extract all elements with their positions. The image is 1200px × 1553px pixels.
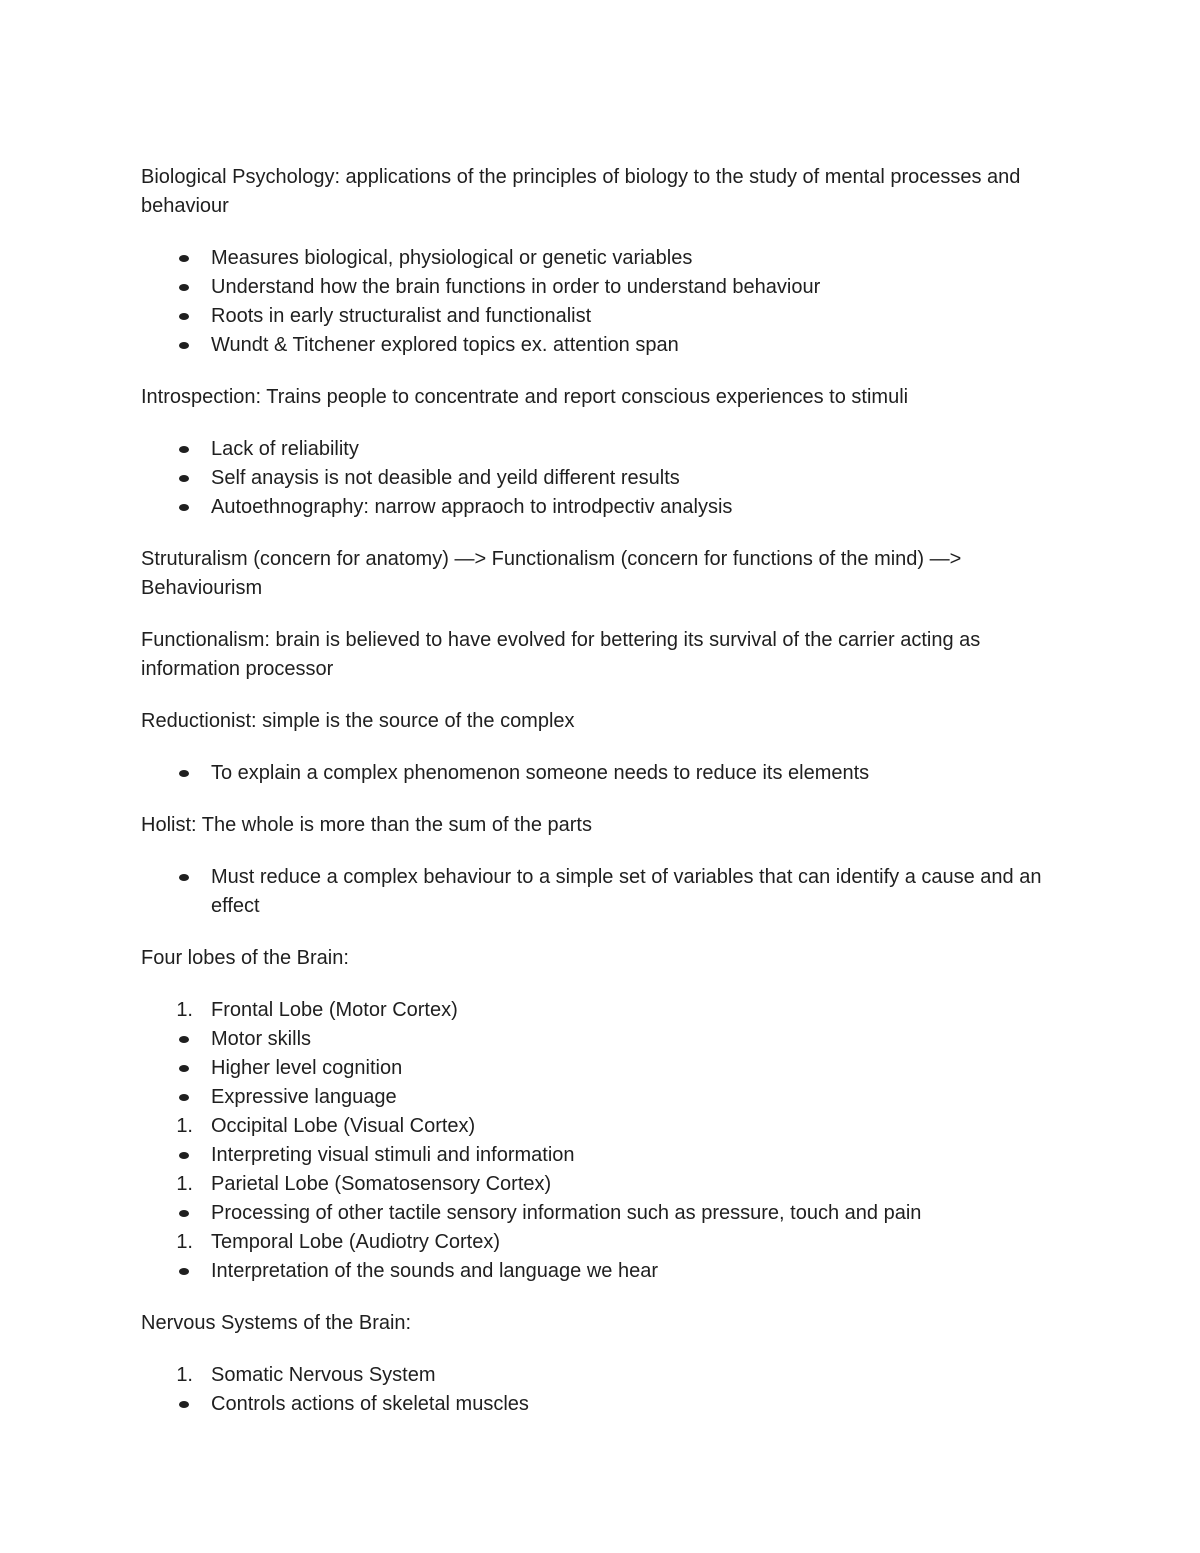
bullet-list-item [141, 273, 1056, 302]
bullet-icon [141, 1025, 203, 1054]
list-number: 1. [176, 1173, 193, 1195]
list-number: 1. [176, 1364, 193, 1386]
bullet-list-item [141, 1257, 1056, 1286]
list-item-text: Roots in early structuralist and functionalist [211, 305, 592, 327]
bullet-list-item [141, 1083, 1056, 1112]
bullet-list-item [141, 464, 1056, 493]
list-item-text: Measures biological, physiological or genetic variables [211, 247, 693, 269]
bullet-list-item [141, 244, 1056, 273]
list-item-text: Controls actions of skeletal muscles [211, 1393, 529, 1415]
list-item-text: Must reduce a complex behaviour to a simple set of variables that can identify a cause and an effect [211, 866, 1042, 917]
list-item-text: Autoethnography: narrow appraoch to introdpectiv analysis [211, 496, 733, 518]
bullet-list-item [141, 1141, 1056, 1170]
bullet-icon [141, 244, 203, 273]
bullet-icon [141, 302, 203, 331]
bullet-icon [141, 273, 203, 302]
bullet-icon [141, 493, 203, 522]
list-item-text: Wundt & Titchener explored topics ex. attention span [211, 334, 679, 356]
numbered-list-item [141, 1170, 1056, 1199]
bullet-icon [141, 1257, 203, 1286]
bullet-list-item [141, 435, 1056, 464]
bullet-list-item [141, 1199, 1056, 1228]
list-item-text: Processing of other tactile sensory information such as pressure, touch and pain [211, 1202, 922, 1224]
bullet-list-item [141, 493, 1056, 522]
bullet-icon [141, 1141, 203, 1170]
numbered-list-item [141, 1228, 1056, 1257]
paragraph: Biological Psychology: applications of the principles of biology to the study of mental processes and behaviour [141, 166, 1021, 217]
bullet-icon [141, 464, 203, 493]
list-item-text: Occipital Lobe (Visual Cortex) [211, 1115, 476, 1137]
paragraph: Holist: The whole is more than the sum of the parts [141, 814, 592, 836]
list-item-text: Interpreting visual stimuli and information [211, 1144, 575, 1166]
list-item-text: Expressive language [211, 1086, 397, 1108]
list-item-text: Lack of reliability [211, 438, 359, 460]
list [141, 996, 1056, 1286]
list-item-text: Understand how the brain functions in order to understand behaviour [211, 276, 821, 298]
bullet-icon [141, 331, 203, 360]
numbered-list-item [141, 1361, 1056, 1390]
list-item-text: To explain a complex phenomenon someone needs to reduce its elements [211, 762, 870, 784]
numbered-list-item [141, 1112, 1056, 1141]
list [141, 759, 1056, 788]
paragraph: Functionalism: brain is believed to have evolved for bettering its survival of the carrier acting as information processor [141, 629, 981, 680]
bullet-icon [141, 1083, 203, 1112]
bullet-list-item [141, 759, 1056, 788]
list-item-text: Higher level cognition [211, 1057, 403, 1079]
list [141, 1361, 1056, 1419]
list-item-text: Parietal Lobe (Somatosensory Cortex) [211, 1173, 552, 1195]
numbered-list-item [141, 996, 1056, 1025]
list [141, 244, 1056, 360]
list [141, 435, 1056, 522]
bullet-icon [141, 759, 203, 788]
bullet-list-item [141, 331, 1056, 360]
bullet-icon [141, 1054, 203, 1083]
bullet-icon [141, 863, 203, 892]
paragraph: Struturalism (concern for anatomy) —> Functionalism (concern for functions of the mind) —> Behaviourism [141, 548, 962, 599]
bullet-icon [141, 1199, 203, 1228]
list-item-text: Somatic Nervous System [211, 1364, 436, 1386]
paragraph: Four lobes of the Brain: [141, 947, 349, 969]
bullet-list-item [141, 1054, 1056, 1083]
list-number: 1. [176, 1115, 193, 1137]
paragraph: Reductionist: simple is the source of the complex [141, 710, 575, 732]
list-number: 1. [176, 1231, 193, 1253]
bullet-icon [141, 435, 203, 464]
list-item-text: Temporal Lobe (Audiotry Cortex) [211, 1231, 501, 1253]
list-item-text: Frontal Lobe (Motor Cortex) [211, 999, 458, 1021]
paragraph: Nervous Systems of the Brain: [141, 1312, 412, 1334]
bullet-list-item [141, 863, 1056, 921]
bullet-list-item [141, 302, 1056, 331]
list-number: 1. [176, 999, 193, 1021]
list [141, 863, 1056, 921]
bullet-list-item [141, 1390, 1056, 1419]
list-item-text: Interpretation of the sounds and language we hear [211, 1260, 658, 1282]
document-body [141, 163, 1056, 1442]
list-item-text: Motor skills [211, 1028, 312, 1050]
paragraph: Introspection: Trains people to concentrate and report conscious experiences to stimuli [141, 386, 909, 408]
bullet-icon [141, 1390, 203, 1419]
bullet-list-item [141, 1025, 1056, 1054]
list-item-text: Self anaysis is not deasible and yeild different results [211, 467, 680, 489]
